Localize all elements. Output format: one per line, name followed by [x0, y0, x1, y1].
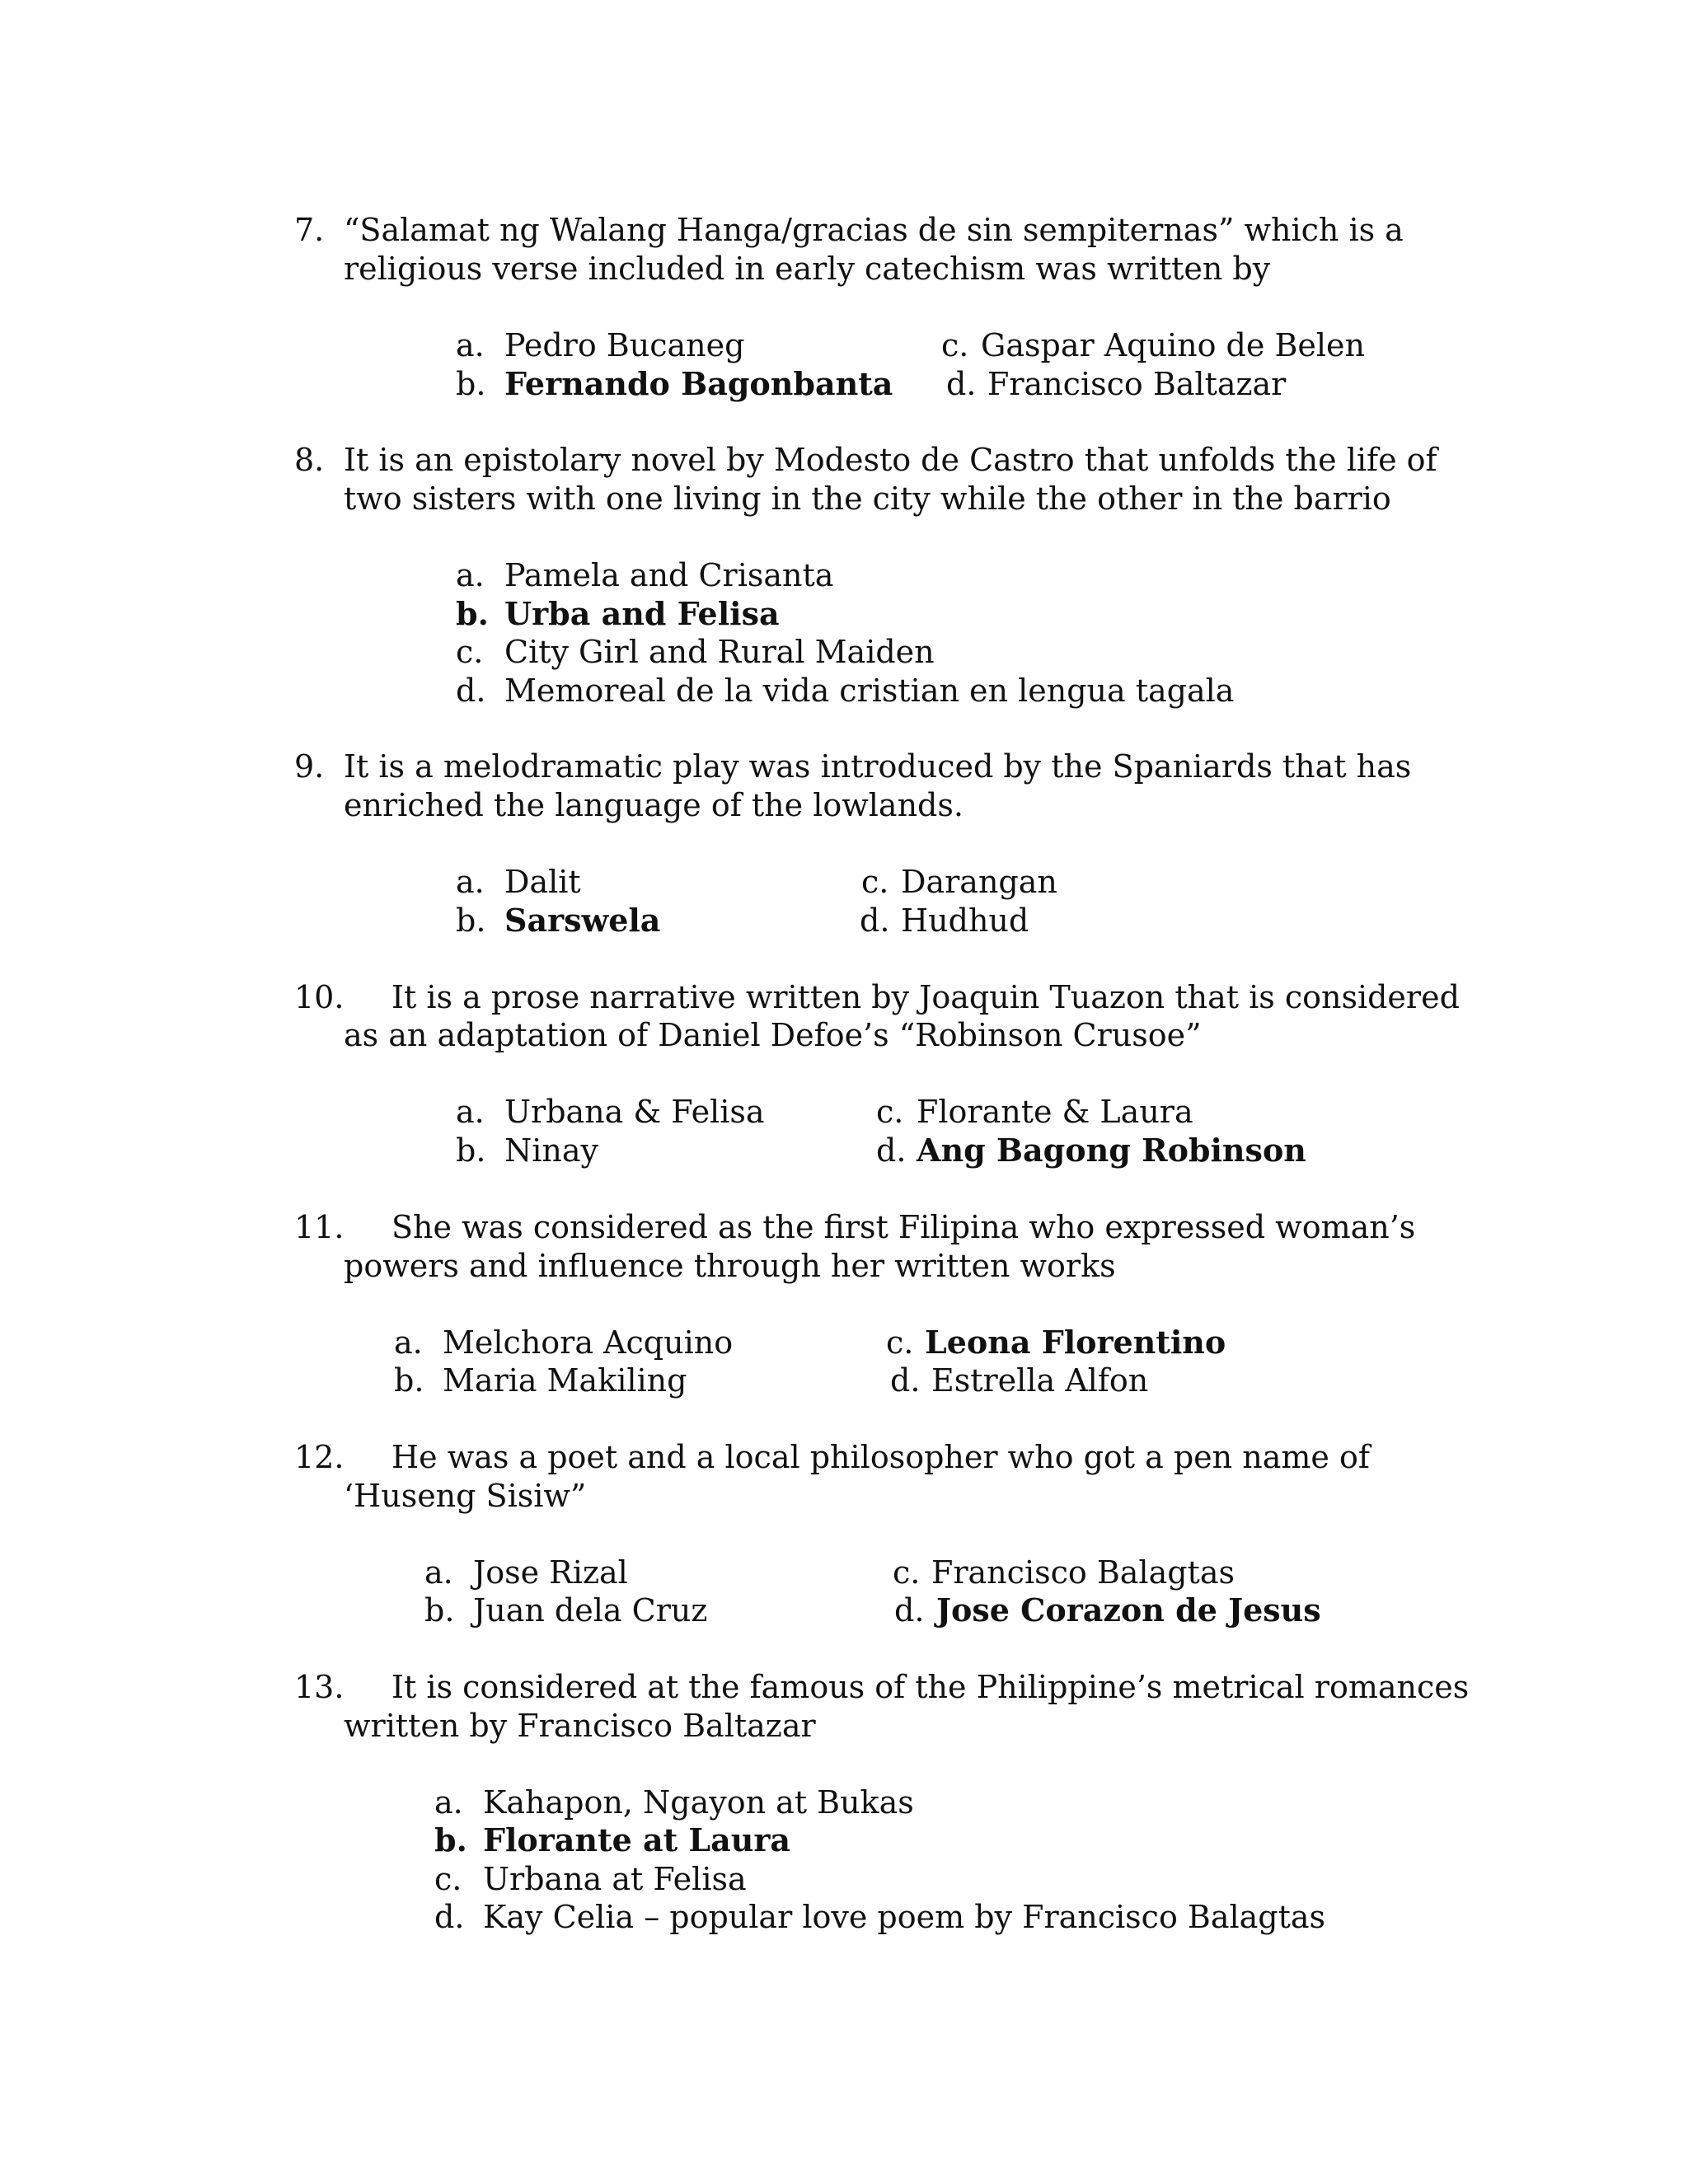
- question-stem-line: It is an epistolary novel by Modesto de Castro that unfolds the life of: [344, 442, 1437, 478]
- question-stem-line: religious verse included in early catechism was written by: [344, 251, 1271, 287]
- option-letter: a.: [456, 327, 485, 363]
- option-letter: d.: [860, 902, 890, 939]
- question-number: 9.: [294, 748, 325, 785]
- option-letter: a.: [434, 1784, 463, 1821]
- question-number: 11.: [294, 1209, 345, 1245]
- question-stem-line: ‘Huseng Sisiw”: [344, 1478, 587, 1514]
- correct-answer-letter: b.: [456, 595, 489, 632]
- option-text: Memoreal de la vida cristian en lengua tagala: [504, 673, 1235, 709]
- question-stem-line: It is a melodramatic play was introduced by the Spaniards that has: [344, 748, 1412, 785]
- question-stem-line: powers and influence through her written works: [344, 1248, 1116, 1284]
- question-stem-line: “Salamat ng Walang Hanga/gracias de sin sempiternas” which is a: [344, 212, 1404, 248]
- option-text: Darangan: [901, 864, 1057, 900]
- option-text: Estrella Alfon: [931, 1362, 1149, 1399]
- option-letter: b.: [394, 1362, 424, 1399]
- question-number: 12.: [294, 1439, 345, 1475]
- correct-answer-text: Ang Bagong Robinson: [917, 1132, 1306, 1169]
- correct-answer-text: Florante at Laura: [483, 1821, 791, 1858]
- option-text: Florante & Laura: [917, 1094, 1193, 1130]
- option-text: Hudhud: [901, 902, 1029, 939]
- option-text: Kay Celia – popular love poem by Francisco Balagtas: [483, 1899, 1326, 1935]
- option-letter: a.: [456, 557, 485, 593]
- question-stem-line: He was a poet and a local philosopher who got a pen name of: [392, 1439, 1370, 1475]
- question-stem-line: It is considered at the famous of the Philippine’s metrical romances: [392, 1669, 1470, 1705]
- option-letter: a.: [424, 1554, 453, 1591]
- option-text: Urbana & Felisa: [504, 1094, 765, 1130]
- question-stem-line: enriched the language of the lowlands.: [344, 787, 964, 823]
- option-letter: b.: [456, 366, 486, 402]
- correct-answer-text: Fernando Bagonbanta: [504, 365, 893, 402]
- option-text: Francisco Baltazar: [987, 366, 1287, 402]
- option-letter: c.: [941, 327, 969, 363]
- option-letter: a.: [456, 864, 485, 900]
- option-letter: d.: [876, 1132, 907, 1169]
- option-letter: d.: [456, 673, 486, 709]
- option-letter: c.: [893, 1554, 921, 1591]
- option-text: Gaspar Aquino de Belen: [981, 327, 1365, 363]
- option-letter: c.: [456, 634, 484, 670]
- question-number: 8.: [294, 442, 325, 478]
- option-letter: b.: [424, 1592, 455, 1629]
- option-letter: a.: [394, 1324, 423, 1361]
- question-stem-line: It is a prose narrative written by Joaquin Tuazon that is considered: [392, 979, 1460, 1015]
- option-text: Jose Rizal: [473, 1554, 628, 1591]
- option-letter: d.: [894, 1592, 925, 1629]
- option-letter: c.: [434, 1861, 462, 1897]
- option-letter: c.: [886, 1324, 914, 1361]
- option-letter: d.: [890, 1362, 921, 1399]
- option-text: Pedro Bucaneg: [504, 327, 745, 363]
- option-text: Juan dela Cruz: [473, 1592, 708, 1629]
- question-stem-line: written by Francisco Baltazar: [344, 1708, 816, 1744]
- correct-answer-text: Leona Florentino: [925, 1324, 1226, 1361]
- question-stem-line: as an adaptation of Daniel Defoe’s “Robinson Crusoe”: [344, 1017, 1202, 1053]
- option-text: Dalit: [504, 864, 581, 900]
- question-number: 10.: [294, 979, 345, 1015]
- option-text: City Girl and Rural Maiden: [504, 634, 935, 670]
- correct-answer-text: Sarswela: [504, 902, 661, 939]
- question-stem-line: two sisters with one living in the city while the other in the barrio: [344, 480, 1391, 517]
- option-text: Kahapon, Ngayon at Bukas: [483, 1784, 914, 1821]
- option-text: Urbana at Felisa: [483, 1861, 747, 1897]
- question-stem-line: She was considered as the first Filipina who expressed woman’s: [392, 1209, 1416, 1245]
- correct-answer-letter: b.: [434, 1821, 467, 1858]
- option-text: Pamela and Crisanta: [504, 557, 834, 593]
- option-letter: c.: [876, 1094, 904, 1130]
- option-text: Maria Makiling: [443, 1362, 687, 1399]
- question-number: 13.: [294, 1669, 345, 1705]
- option-letter: a.: [456, 1094, 485, 1130]
- option-letter: b.: [456, 1132, 486, 1169]
- correct-answer-text: Jose Corazon de Jesus: [936, 1591, 1321, 1629]
- option-text: Melchora Acquino: [443, 1324, 734, 1361]
- option-letter: c.: [861, 864, 889, 900]
- option-letter: b.: [456, 902, 486, 939]
- option-text: Francisco Balagtas: [931, 1554, 1235, 1591]
- option-letter: d.: [434, 1899, 465, 1935]
- option-letter: d.: [946, 366, 977, 402]
- option-text: Ninay: [504, 1132, 598, 1169]
- question-number: 7.: [294, 212, 325, 248]
- correct-answer-text: Urba and Felisa: [504, 595, 780, 632]
